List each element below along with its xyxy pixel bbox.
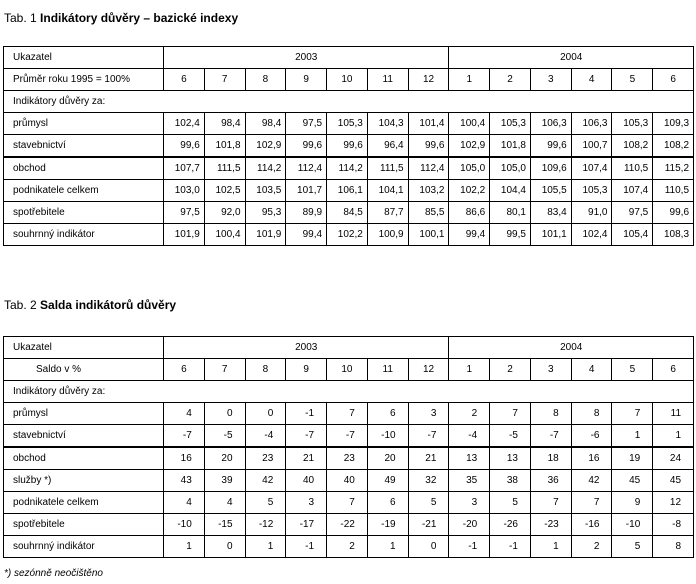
confidence-indices-table [3, 46, 694, 246]
table-cell: 16 [164, 447, 205, 470]
row-label: stavebnictví [4, 135, 164, 158]
table2-caption-prefix: Tab. 2 [4, 298, 41, 312]
table-cell: 3 [449, 492, 490, 514]
table-cell: 107,4 [612, 180, 653, 202]
table-cell: 101,7 [286, 180, 327, 202]
table-cell: 42 [571, 470, 612, 492]
table-cell: 40 [286, 470, 327, 492]
table-cell: 4 [164, 403, 205, 425]
month-row [4, 69, 694, 91]
month-header: 2 [490, 359, 531, 381]
month-header: 8 [245, 359, 286, 381]
row-label: souhrnný indikátor [4, 536, 164, 558]
table-cell: 7 [612, 403, 653, 425]
table-cell: 39 [204, 470, 245, 492]
month-header: 6 [653, 69, 694, 91]
table-cell: 100,1 [408, 224, 449, 246]
table-cell: -1 [286, 403, 327, 425]
table-cell: -7 [164, 425, 205, 448]
table-cell: 1 [245, 536, 286, 558]
header-row [4, 337, 694, 359]
table-cell: 99,6 [327, 135, 368, 158]
table-cell: 8 [530, 403, 571, 425]
month-header: 6 [653, 359, 694, 381]
month-header: 8 [245, 69, 286, 91]
table-cell: 1 [612, 425, 653, 448]
table2-caption [4, 298, 176, 312]
table-cell: 80,1 [490, 202, 531, 224]
table-cell: -7 [530, 425, 571, 448]
table-cell: 1 [653, 425, 694, 448]
table-cell: 35 [449, 470, 490, 492]
month-header: 4 [571, 69, 612, 91]
table-row [4, 157, 694, 180]
table-cell: 99,6 [408, 135, 449, 158]
table-cell: 102,9 [245, 135, 286, 158]
table-cell: 112,4 [286, 157, 327, 180]
table-cell: 84,5 [327, 202, 368, 224]
table-row [4, 135, 694, 158]
table-cell: 83,4 [530, 202, 571, 224]
month-header: 4 [571, 359, 612, 381]
table-cell: 36 [530, 470, 571, 492]
table-cell: -10 [367, 425, 408, 448]
table-cell: 97,5 [612, 202, 653, 224]
table-cell: 2 [327, 536, 368, 558]
table-cell: 101,9 [245, 224, 286, 246]
table-cell: 110,5 [653, 180, 694, 202]
table-cell: 110,5 [612, 157, 653, 180]
table-cell: 101,8 [490, 135, 531, 158]
table-cell: -19 [367, 514, 408, 536]
table-row [4, 492, 694, 514]
table-row [4, 180, 694, 202]
table-cell: 7 [530, 492, 571, 514]
table-cell: 108,2 [612, 135, 653, 158]
table-cell: 42 [245, 470, 286, 492]
table-cell: 102,2 [449, 180, 490, 202]
table-cell: 99,6 [653, 202, 694, 224]
table-cell: 100,4 [204, 224, 245, 246]
table-cell: 99,6 [530, 135, 571, 158]
table-cell: 13 [449, 447, 490, 470]
table-row [4, 536, 694, 558]
month-header: 6 [164, 359, 205, 381]
table-cell: 89,9 [286, 202, 327, 224]
table-cell: 102,9 [449, 135, 490, 158]
table-cell: 101,9 [164, 224, 205, 246]
table-cell: 100,7 [571, 135, 612, 158]
table-cell: 109,3 [653, 113, 694, 135]
header-row [4, 47, 694, 69]
table-cell: 3 [408, 403, 449, 425]
row-label: stavebnictví [4, 425, 164, 448]
table-cell: 23 [327, 447, 368, 470]
table-cell: 114,2 [245, 157, 286, 180]
table-cell: -8 [653, 514, 694, 536]
table-cell: 98,4 [245, 113, 286, 135]
table-cell: 97,5 [164, 202, 205, 224]
table-cell: 1 [530, 536, 571, 558]
header-label: Ukazatel [4, 47, 164, 69]
row-label: služby *) [4, 470, 164, 492]
table1-caption-prefix: Tab. 1 [4, 11, 41, 25]
sub-label: Saldo v % [4, 359, 164, 381]
table-cell: 4 [164, 492, 205, 514]
month-header: 7 [204, 69, 245, 91]
table-cell: -12 [245, 514, 286, 536]
table-cell: 106,3 [530, 113, 571, 135]
table-cell: 105,4 [612, 224, 653, 246]
table-cell: 7 [327, 492, 368, 514]
table-cell: 45 [653, 470, 694, 492]
table-cell: 11 [653, 403, 694, 425]
table-cell: 105,3 [327, 113, 368, 135]
section-label: Indikátory důvěry za: [4, 381, 694, 403]
row-label: obchod [4, 447, 164, 470]
table-cell: 8 [653, 536, 694, 558]
table-cell: -4 [449, 425, 490, 448]
month-header: 5 [612, 69, 653, 91]
table-cell: 102,5 [204, 180, 245, 202]
table-cell: 99,6 [286, 135, 327, 158]
table-cell: 0 [204, 403, 245, 425]
table-cell: 24 [653, 447, 694, 470]
year-2004-header: 2004 [449, 337, 694, 359]
table-cell: 3 [286, 492, 327, 514]
table-cell: -5 [204, 425, 245, 448]
month-header: 3 [530, 359, 571, 381]
table-row [4, 224, 694, 246]
table-cell: 101,4 [408, 113, 449, 135]
table-cell: 7 [571, 492, 612, 514]
table-cell: 6 [367, 403, 408, 425]
table1-caption [4, 11, 238, 25]
table-row [4, 403, 694, 425]
table-cell: 0 [245, 403, 286, 425]
row-label: průmysl [4, 403, 164, 425]
table-cell: -10 [164, 514, 205, 536]
table-cell: 7 [327, 403, 368, 425]
month-header: 1 [449, 69, 490, 91]
year-2004-header: 2004 [449, 47, 694, 69]
month-header: 5 [612, 359, 653, 381]
table-cell: 99,5 [490, 224, 531, 246]
table-cell: 1 [367, 536, 408, 558]
table-cell: 32 [408, 470, 449, 492]
month-header: 9 [286, 359, 327, 381]
table-cell: 99,6 [164, 135, 205, 158]
table-cell: 6 [367, 492, 408, 514]
month-header: 1 [449, 359, 490, 381]
month-row [4, 359, 694, 381]
table-cell: 21 [286, 447, 327, 470]
month-header: 12 [408, 69, 449, 91]
table-cell: 99,4 [449, 224, 490, 246]
table-cell: 20 [367, 447, 408, 470]
table-cell: -26 [490, 514, 531, 536]
table-cell: 101,1 [530, 224, 571, 246]
table-row [4, 113, 694, 135]
table-cell: 45 [612, 470, 653, 492]
table-cell: -7 [327, 425, 368, 448]
sub-label: Průměr roku 1995 = 100% [4, 69, 164, 91]
table-cell: 111,5 [367, 157, 408, 180]
table-cell: 2 [449, 403, 490, 425]
table-cell: 86,6 [449, 202, 490, 224]
table-cell: 106,3 [571, 113, 612, 135]
table-cell: 106,1 [327, 180, 368, 202]
table-row [4, 514, 694, 536]
table-cell: 112,4 [408, 157, 449, 180]
table-cell: 5 [612, 536, 653, 558]
table-cell: 105,5 [530, 180, 571, 202]
table-cell: 100,4 [449, 113, 490, 135]
table-cell: 12 [653, 492, 694, 514]
month-header: 9 [286, 69, 327, 91]
table-cell: 108,2 [653, 135, 694, 158]
table-cell: 103,5 [245, 180, 286, 202]
year-2003-header: 2003 [164, 47, 449, 69]
month-header: 11 [367, 359, 408, 381]
table-cell: -20 [449, 514, 490, 536]
table1-caption-title: Indikátory důvěry – bazické indexy [40, 11, 239, 25]
table-cell: 105,3 [612, 113, 653, 135]
table-cell: 96,4 [367, 135, 408, 158]
row-label: průmysl [4, 113, 164, 135]
table-cell: -1 [449, 536, 490, 558]
table-cell: -1 [286, 536, 327, 558]
table-cell: 85,5 [408, 202, 449, 224]
table-row [4, 202, 694, 224]
table-cell: 99,4 [286, 224, 327, 246]
table-cell: -10 [612, 514, 653, 536]
table-cell: 104,4 [490, 180, 531, 202]
table-cell: 95,3 [245, 202, 286, 224]
table-cell: 5 [245, 492, 286, 514]
row-label: podnikatele celkem [4, 180, 164, 202]
table-cell: 92,0 [204, 202, 245, 224]
month-header: 10 [327, 69, 368, 91]
table-cell: 18 [530, 447, 571, 470]
table-cell: 97,5 [286, 113, 327, 135]
table-cell: 7 [490, 403, 531, 425]
table-cell: -7 [286, 425, 327, 448]
month-header: 11 [367, 69, 408, 91]
month-header: 7 [204, 359, 245, 381]
table-cell: 0 [408, 536, 449, 558]
month-header: 12 [408, 359, 449, 381]
table-cell: 107,7 [164, 157, 205, 180]
confidence-balances-table [3, 336, 694, 558]
table-cell: 1 [164, 536, 205, 558]
table-cell: 13 [490, 447, 531, 470]
table-cell: 16 [571, 447, 612, 470]
table-cell: 49 [367, 470, 408, 492]
section-row [4, 381, 694, 403]
table-cell: 5 [408, 492, 449, 514]
row-label: souhrnný indikátor [4, 224, 164, 246]
table-row [4, 447, 694, 470]
section-label: Indikátory důvěry za: [4, 91, 694, 113]
footnote: *) sezónně neočištěno [4, 568, 103, 579]
table-cell: 104,3 [367, 113, 408, 135]
month-header: 10 [327, 359, 368, 381]
table-cell: -17 [286, 514, 327, 536]
table-cell: 23 [245, 447, 286, 470]
table-cell: 20 [204, 447, 245, 470]
table-cell: -15 [204, 514, 245, 536]
table-cell: 104,1 [367, 180, 408, 202]
table-cell: 5 [490, 492, 531, 514]
table-cell: 40 [327, 470, 368, 492]
table-cell: 107,4 [571, 157, 612, 180]
table-cell: 98,4 [204, 113, 245, 135]
table-cell: 19 [612, 447, 653, 470]
table-cell: -22 [327, 514, 368, 536]
table-cell: 105,3 [571, 180, 612, 202]
month-header: 3 [530, 69, 571, 91]
table-cell: -5 [490, 425, 531, 448]
table-cell: -1 [490, 536, 531, 558]
row-label: spotřebitele [4, 514, 164, 536]
row-label: podnikatele celkem [4, 492, 164, 514]
row-label: spotřebitele [4, 202, 164, 224]
table-cell: 9 [612, 492, 653, 514]
table-cell: 102,4 [571, 224, 612, 246]
table-cell: 87,7 [367, 202, 408, 224]
table-cell: -16 [571, 514, 612, 536]
table-cell: -7 [408, 425, 449, 448]
table-cell: 102,4 [164, 113, 205, 135]
month-header: 2 [490, 69, 531, 91]
table-cell: -4 [245, 425, 286, 448]
table-cell: 108,3 [653, 224, 694, 246]
table-cell: -23 [530, 514, 571, 536]
table-row [4, 425, 694, 448]
table-cell: 105,3 [490, 113, 531, 135]
table-cell: 0 [204, 536, 245, 558]
table-cell: 8 [571, 403, 612, 425]
table-cell: 114,2 [327, 157, 368, 180]
table-cell: 101,8 [204, 135, 245, 158]
table-cell: 111,5 [204, 157, 245, 180]
year-2003-header: 2003 [164, 337, 449, 359]
table2-caption-title: Salda indikátorů důvěry [40, 298, 177, 312]
table-cell: 115,2 [653, 157, 694, 180]
table-cell: -21 [408, 514, 449, 536]
table-cell: 109,6 [530, 157, 571, 180]
row-label: obchod [4, 157, 164, 180]
table-cell: 38 [490, 470, 531, 492]
table-cell: 105,0 [490, 157, 531, 180]
table-cell: 91,0 [571, 202, 612, 224]
table-cell: 102,2 [327, 224, 368, 246]
table-cell: 2 [571, 536, 612, 558]
table-cell: 103,2 [408, 180, 449, 202]
table-cell: 100,9 [367, 224, 408, 246]
table-cell: -6 [571, 425, 612, 448]
section-row [4, 91, 694, 113]
month-header: 6 [164, 69, 205, 91]
table-cell: 105,0 [449, 157, 490, 180]
table-row [4, 470, 694, 492]
table-cell: 4 [204, 492, 245, 514]
table-cell: 43 [164, 470, 205, 492]
table-cell: 21 [408, 447, 449, 470]
header-label: Ukazatel [4, 337, 164, 359]
table-cell: 103,0 [164, 180, 205, 202]
